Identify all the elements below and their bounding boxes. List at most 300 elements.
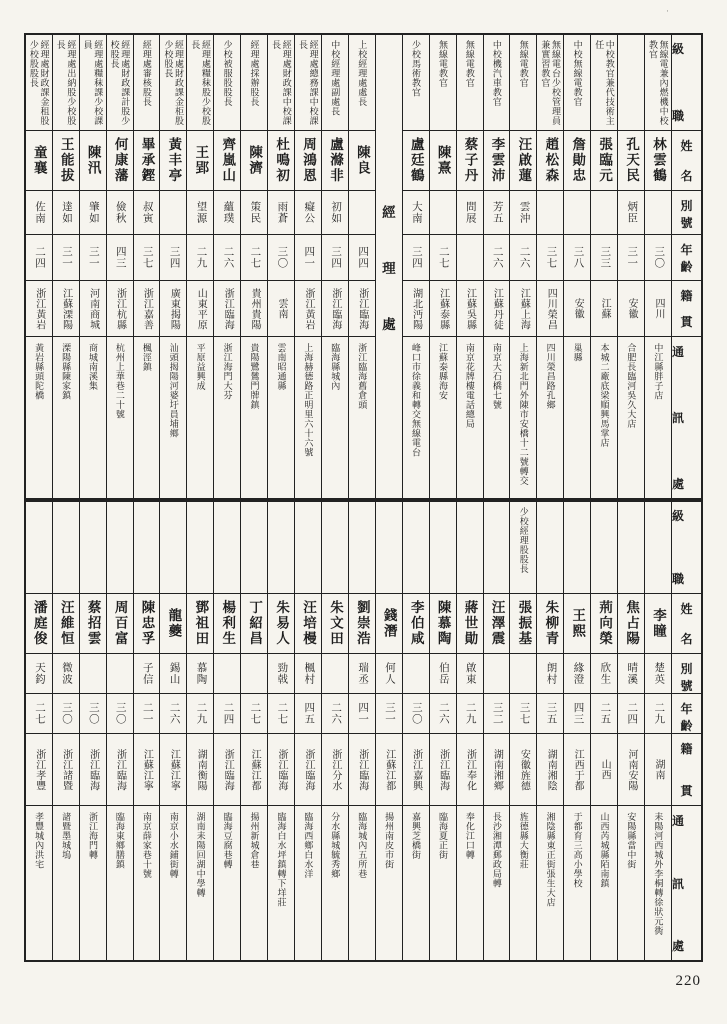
age-text: 二四	[34, 246, 46, 269]
person-column	[617, 35, 644, 498]
age-text: 三二	[491, 702, 503, 725]
label-char: 職	[672, 572, 685, 586]
address-text: 雲南昭通縣	[276, 343, 287, 391]
address-cell	[618, 337, 644, 498]
rank-cell	[564, 35, 590, 131]
native-cell	[80, 281, 106, 337]
address-text: 四川榮昌路孔鄉	[545, 343, 556, 410]
rank-cell	[295, 35, 321, 131]
address-text: 浙江臨海舊倉頭	[357, 343, 368, 410]
rank-text: 中校經理處副處長	[330, 40, 341, 116]
native-text: 貴州貴陽	[249, 287, 261, 330]
age-text: 二六	[330, 702, 342, 725]
rank-text: 經理處糧秣股少校股長	[190, 40, 211, 126]
name-text: 李雲沛	[489, 137, 505, 184]
address-text: 貴陽鷺鷥門牌鎮	[249, 343, 260, 410]
rank-cell	[26, 502, 52, 594]
alias-cell	[53, 654, 79, 694]
alias-cell	[537, 654, 563, 694]
label-char: 理	[382, 260, 396, 276]
age-text: 三八	[572, 246, 584, 269]
native-text: 江蘇江都	[383, 748, 395, 791]
alias-cell	[564, 191, 590, 235]
row-header-column	[671, 35, 701, 498]
rank-cell	[591, 502, 617, 594]
native-text: 安徽	[572, 298, 584, 319]
native-text: 廣東揭陽	[168, 287, 180, 330]
address-text: 上海新北門外陳市安橋十二號轉交	[518, 343, 529, 486]
rank-cell	[645, 35, 671, 131]
rank-cell	[430, 502, 456, 594]
native-text: 安徽	[626, 298, 638, 319]
rank-cell	[349, 502, 375, 594]
name-cell	[349, 594, 375, 654]
person-column	[321, 35, 348, 498]
header-age	[672, 694, 701, 734]
rank-text: 無線電台少校管理員兼實習教官	[540, 40, 561, 126]
rank-cell	[403, 502, 429, 594]
age-text: 三四	[168, 246, 180, 269]
native-cell	[53, 734, 79, 806]
rank-text: 經理處總務課中校課長	[298, 40, 319, 126]
age-text: 二四	[222, 702, 234, 725]
age-text: 三七	[518, 702, 530, 725]
name-text: 劉崇浩	[354, 600, 370, 647]
person-column	[79, 502, 106, 960]
person-column	[348, 35, 375, 498]
native-text: 浙江分水	[329, 748, 341, 791]
rank-cell	[484, 502, 510, 594]
header-address	[672, 337, 701, 498]
person-column	[267, 35, 294, 498]
age-text: 四一	[357, 702, 369, 725]
name-text: 楊利生	[220, 600, 236, 647]
person-column	[483, 35, 510, 498]
rank-cell	[214, 35, 240, 131]
rank-cell	[457, 502, 483, 594]
name-text: 何康藩	[112, 137, 128, 184]
name-text: 錢潛	[381, 608, 397, 639]
section-divider-column	[375, 35, 402, 498]
name-text: 童襄	[31, 145, 47, 176]
person-column	[402, 35, 429, 498]
name-text: 王能拔	[58, 137, 74, 184]
rank-text: 少校經理股股長	[518, 507, 529, 574]
alias-cell	[241, 191, 267, 235]
name-text: 王郢	[193, 145, 209, 176]
name-cell	[537, 594, 563, 654]
name-cell	[457, 131, 483, 191]
person-column	[267, 502, 294, 960]
label-char: 貫	[680, 784, 693, 798]
address-text: 合肥長臨河吳久大店	[626, 343, 637, 429]
label-char: 通	[672, 814, 685, 828]
header-name	[672, 131, 701, 191]
age-cell	[214, 235, 240, 281]
native-text: 浙江臨海	[114, 748, 126, 791]
alias-cell	[376, 654, 402, 694]
address-text: 杭州上華巷二十號	[114, 343, 125, 419]
address-text: 平原益興成	[195, 343, 206, 391]
name-text: 荊向榮	[597, 600, 613, 647]
address-cell	[241, 806, 267, 960]
age-text: 三一	[60, 246, 72, 269]
alias-text: 雨蒼	[276, 201, 288, 224]
person-column	[402, 502, 429, 960]
name-text: 陳忠孚	[139, 600, 155, 647]
label-char: 貫	[680, 315, 693, 329]
alias-cell	[187, 191, 213, 235]
native-text: 江蘇丹徒	[491, 287, 503, 330]
rank-cell	[134, 35, 160, 131]
person-column	[563, 35, 590, 498]
native-text: 浙江黃岩	[302, 287, 314, 330]
name-cell	[430, 594, 456, 654]
age-text: 三〇	[410, 702, 422, 725]
rank-text: 無線電教官	[518, 40, 529, 88]
person-column	[509, 35, 536, 498]
native-cell	[214, 734, 240, 806]
name-text: 鄧祖田	[193, 600, 209, 647]
native-text: 湖南衡陽	[195, 748, 207, 791]
rank-cell	[430, 35, 456, 131]
native-cell	[134, 281, 160, 337]
address-cell	[80, 806, 106, 960]
native-cell	[537, 281, 563, 337]
address-cell	[214, 337, 240, 498]
address-text: 巢縣	[572, 343, 583, 362]
header-address	[672, 806, 701, 960]
alias-cell	[295, 654, 321, 694]
native-text: 湖南湘陰	[545, 748, 557, 791]
address-cell	[268, 806, 294, 960]
alias-cell	[26, 191, 52, 235]
name-cell	[430, 131, 456, 191]
address-text: 臨海城內五所巷	[357, 812, 368, 879]
native-cell	[187, 281, 213, 337]
age-cell	[295, 235, 321, 281]
address-text: 揚州南皮市街	[384, 812, 395, 869]
label-char: 齡	[680, 260, 693, 274]
age-text: 二九	[195, 246, 207, 269]
label-char: 名	[680, 169, 693, 183]
address-cell	[645, 806, 671, 960]
alias-cell	[510, 191, 536, 235]
rank-cell	[214, 502, 240, 594]
age-cell	[430, 235, 456, 281]
age-cell	[26, 694, 52, 734]
native-cell	[268, 281, 294, 337]
native-cell	[295, 734, 321, 806]
rank-cell	[322, 502, 348, 594]
alias-cell	[160, 191, 186, 235]
native-cell	[187, 734, 213, 806]
label-char: 級	[672, 509, 685, 523]
native-text: 浙江臨海	[437, 748, 449, 791]
alias-cell	[295, 191, 321, 235]
address-cell	[645, 337, 671, 498]
header-rank	[672, 502, 701, 594]
header-native	[672, 734, 701, 806]
address-cell	[160, 806, 186, 960]
address-cell	[537, 806, 563, 960]
age-text: 二九	[195, 702, 207, 725]
name-cell	[295, 594, 321, 654]
alias-text: 雲沖	[518, 201, 530, 224]
age-cell	[645, 235, 671, 281]
address-cell	[80, 337, 106, 498]
label-char: 齡	[680, 719, 693, 733]
name-cell	[241, 131, 267, 191]
native-cell	[510, 281, 536, 337]
label-char: 別	[680, 662, 693, 676]
age-cell	[80, 235, 106, 281]
label-char: 處	[672, 939, 685, 953]
address-cell	[457, 337, 483, 498]
native-text: 江西于都	[572, 748, 584, 791]
header-alias	[672, 654, 701, 694]
rank-text: 少校馬術教官	[411, 40, 422, 97]
age-text: 四三	[572, 702, 584, 725]
label-char: 籍	[680, 742, 693, 756]
native-text: 安徽旌德	[518, 748, 530, 791]
age-text: 四四	[357, 246, 369, 269]
alias-text: 何人	[384, 662, 395, 685]
rank-cell	[618, 35, 644, 131]
name-text: 焦占陽	[624, 600, 640, 647]
alias-cell	[26, 654, 52, 694]
alias-cell	[349, 654, 375, 694]
address-text: 孝豐城內洪宅	[34, 812, 45, 869]
address-text: 中江縣胖子店	[653, 343, 664, 400]
alias-text: 癡公	[303, 201, 315, 224]
native-cell	[403, 281, 429, 337]
native-text: 湖北沔陽	[410, 287, 422, 330]
address-cell	[591, 806, 617, 960]
name-cell	[187, 594, 213, 654]
age-text: 三四	[330, 246, 342, 269]
person-column	[26, 35, 52, 498]
name-cell	[564, 131, 590, 191]
native-text: 山東平原	[195, 287, 207, 330]
native-cell	[484, 734, 510, 806]
rank-cell	[618, 502, 644, 594]
name-cell	[457, 594, 483, 654]
name-cell	[591, 131, 617, 191]
rank-text: 上校經理處處長	[357, 40, 368, 107]
address-text: 浙江海門大芬	[222, 343, 233, 400]
address-cell	[349, 337, 375, 498]
native-cell	[26, 281, 52, 337]
address-cell	[537, 337, 563, 498]
age-text: 二五	[599, 702, 611, 725]
name-cell	[134, 131, 160, 191]
native-cell	[484, 281, 510, 337]
age-text: 二七	[249, 702, 261, 725]
alias-text: 蘊璞	[222, 201, 234, 224]
rank-cell	[510, 35, 536, 131]
address-cell	[484, 806, 510, 960]
name-cell	[618, 594, 644, 654]
rank-cell	[591, 35, 617, 131]
label-char: 處	[672, 477, 685, 491]
name-text: 張振基	[516, 600, 532, 647]
age-cell	[349, 694, 375, 734]
rank-cell	[134, 502, 160, 594]
name-text: 周鴻恩	[301, 137, 317, 184]
age-text: 三七	[141, 246, 153, 269]
alias-text: 朗村	[545, 662, 557, 685]
name-cell	[645, 131, 671, 191]
address-cell	[187, 806, 213, 960]
label-char: 訊	[672, 411, 685, 425]
rank-cell	[107, 502, 133, 594]
name-cell	[484, 131, 510, 191]
alias-text: 大南	[410, 201, 422, 224]
rank-text: 中校機汽車教官	[491, 40, 502, 107]
alias-cell	[618, 654, 644, 694]
label-char: 年	[680, 243, 693, 257]
address-text: 南京大石橋七號	[491, 343, 502, 410]
native-text: 河南商城	[87, 287, 99, 330]
label-char: 名	[680, 632, 693, 646]
alias-text: 芳五	[491, 201, 503, 224]
rank-cell	[160, 35, 186, 131]
native-text: 江蘇上海	[518, 287, 530, 330]
rank-cell	[537, 35, 563, 131]
address-text: 商城南溪集	[87, 343, 98, 391]
label-char: 年	[680, 702, 693, 716]
rank-text: 經理處財政課中校課長	[271, 40, 292, 126]
rank-cell	[187, 35, 213, 131]
alias-text: 瑞丞	[357, 662, 369, 685]
alias-cell	[53, 191, 79, 235]
age-cell	[591, 235, 617, 281]
native-text: 浙江臨海	[356, 748, 368, 791]
scan-artifact: ·	[666, 6, 669, 16]
age-text: 四三	[114, 246, 126, 269]
address-cell	[322, 337, 348, 498]
address-text: 楓涇鎮	[141, 343, 152, 372]
name-cell	[510, 131, 536, 191]
age-text: 二六	[491, 246, 503, 269]
age-text: 三〇	[87, 702, 99, 725]
address-cell	[457, 806, 483, 960]
native-text: 浙江奉化	[464, 748, 476, 791]
age-cell	[241, 235, 267, 281]
address-cell	[268, 337, 294, 498]
address-cell	[134, 337, 160, 498]
name-cell	[134, 594, 160, 654]
name-cell	[160, 131, 186, 191]
native-cell	[295, 281, 321, 337]
address-text: 南京薛家巷十號	[141, 812, 152, 879]
label-char: 經	[382, 204, 396, 220]
address-cell	[564, 806, 590, 960]
age-cell	[564, 235, 590, 281]
native-text: 浙江嘉興	[410, 748, 422, 791]
label-char: 姓	[680, 139, 693, 153]
name-cell	[537, 131, 563, 191]
native-cell	[591, 734, 617, 806]
alias-cell	[214, 654, 240, 694]
alias-text: 天鈞	[34, 662, 46, 685]
person-column	[536, 35, 563, 498]
alias-cell	[214, 191, 240, 235]
address-cell	[53, 806, 79, 960]
address-text: 湖南耒陽回湖中學轉	[195, 812, 206, 898]
address-cell	[107, 337, 133, 498]
address-cell	[107, 806, 133, 960]
alias-cell	[134, 191, 160, 235]
native-cell	[537, 734, 563, 806]
age-text: 三四	[410, 246, 422, 269]
name-cell	[107, 594, 133, 654]
native-text: 湖南湘鄉	[491, 748, 503, 791]
person-column	[429, 502, 456, 960]
rank-text: 無線電教官	[464, 40, 475, 88]
age-text: 三〇	[653, 246, 665, 269]
native-cell	[376, 734, 402, 806]
roster-table-bottom	[24, 500, 703, 962]
rank-cell	[457, 35, 483, 131]
native-text: 河南安陽	[626, 748, 638, 791]
alias-cell	[80, 191, 106, 235]
address-text: 臨海夏正街	[437, 812, 448, 860]
address-text: 南京小水鋪街轉	[168, 812, 179, 879]
native-cell	[564, 281, 590, 337]
person-column	[483, 502, 510, 960]
age-text: 二七	[437, 246, 449, 269]
name-cell	[268, 594, 294, 654]
age-text: 二七	[34, 702, 46, 725]
alias-text: 儉秋	[114, 201, 126, 224]
native-text: 浙江黃岩	[33, 287, 45, 330]
alias-cell	[322, 654, 348, 694]
name-text: 詹勛忠	[570, 137, 586, 184]
native-text: 四川榮昌	[545, 287, 557, 330]
person-column	[52, 502, 79, 960]
person-column	[79, 35, 106, 498]
address-cell	[53, 337, 79, 498]
alias-cell	[268, 654, 294, 694]
person-column	[456, 502, 483, 960]
age-cell	[134, 235, 160, 281]
name-cell	[241, 594, 267, 654]
native-cell	[26, 734, 52, 806]
native-cell	[160, 734, 186, 806]
alias-cell	[403, 654, 429, 694]
header-age	[672, 235, 701, 281]
header-native	[672, 281, 701, 337]
name-text: 陳汛	[85, 145, 101, 176]
person-column	[240, 35, 267, 498]
name-cell	[295, 131, 321, 191]
name-cell	[214, 131, 240, 191]
rank-cell	[484, 35, 510, 131]
section-divider-label	[376, 35, 402, 498]
person-column	[159, 35, 186, 498]
name-text: 陳熹	[435, 145, 451, 176]
address-text: 黃岩縣頭陀橋	[34, 343, 45, 400]
rank-cell	[268, 502, 294, 594]
address-cell	[376, 806, 402, 960]
alias-text: 佐南	[34, 201, 46, 224]
native-cell	[322, 281, 348, 337]
age-cell	[457, 694, 483, 734]
alias-cell	[430, 191, 456, 235]
rank-text: 經理處審核股長	[141, 40, 152, 107]
